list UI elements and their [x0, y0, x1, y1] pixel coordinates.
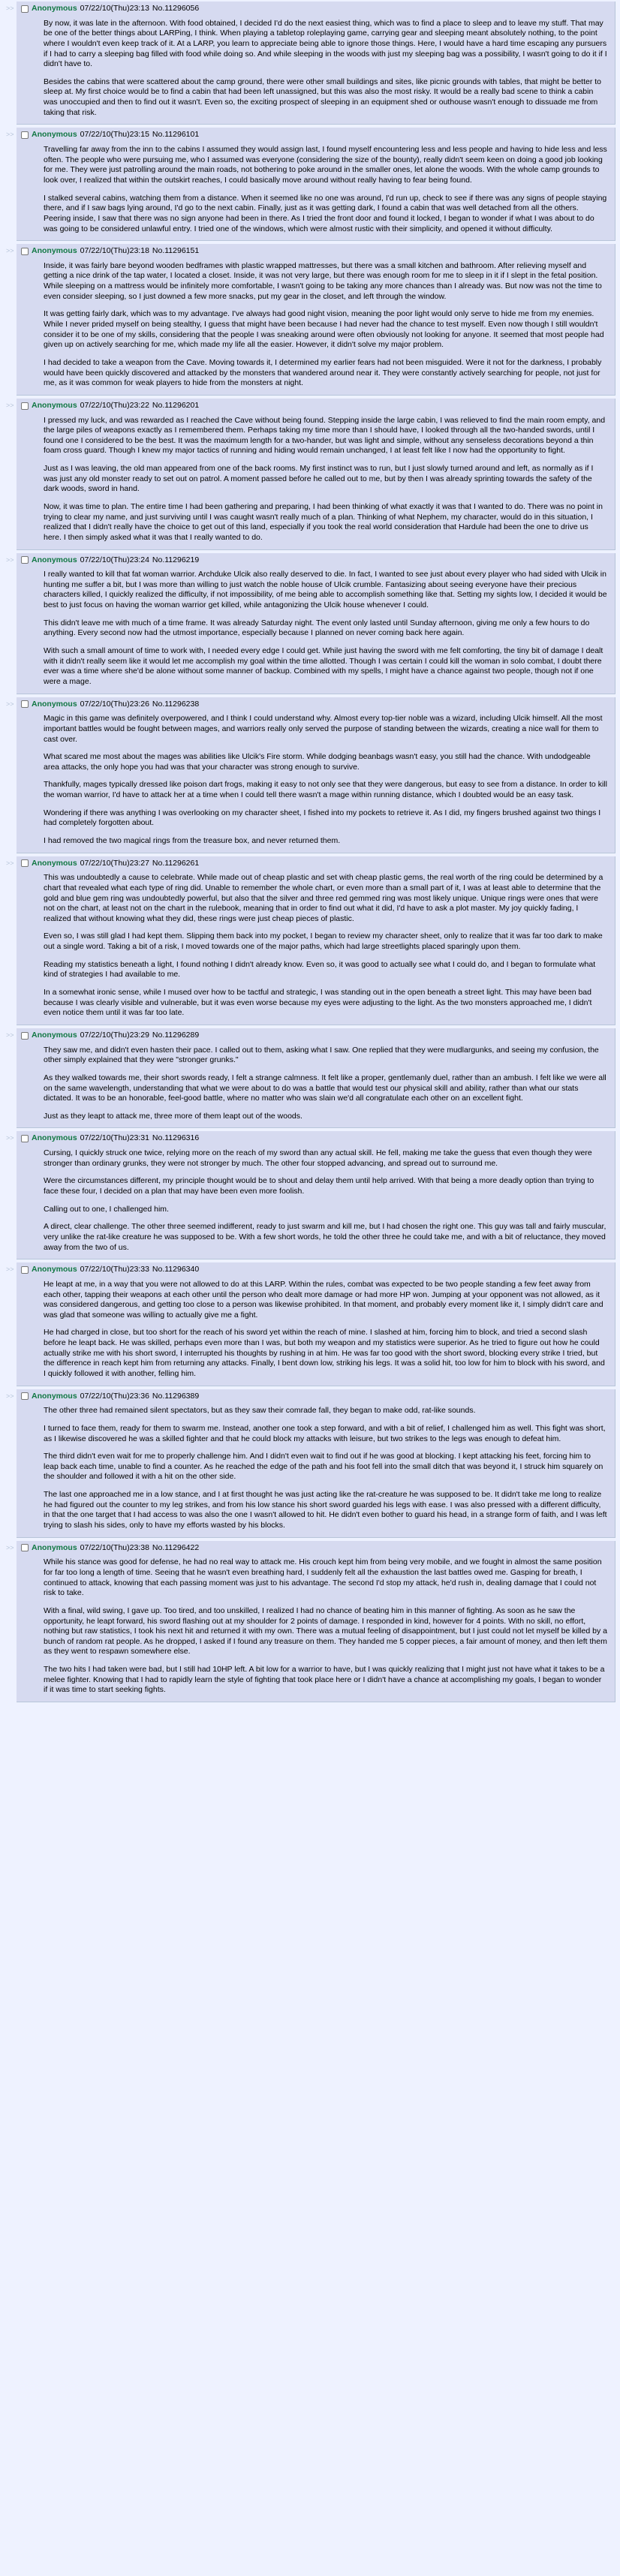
- post-message: [44, 570, 607, 687]
- reply-post: [17, 244, 615, 396]
- reply-arrows: >>: [6, 401, 14, 409]
- post-paragraph: I turned to face them, ready for them to swarm me. Instead, another one took a step forward, and with a bit of relief, I challenged him as well. This fight was short, as I likewise discovered he was a skilled fighter and that he could block my attacks with leisure, but two strikes to the legs was enough to defeat him.: [44, 1423, 606, 1443]
- reply-arrows: >>: [6, 555, 14, 564]
- reply-arrows: >>: [6, 5, 14, 12]
- post-info: [21, 1133, 607, 1144]
- post-paragraph: This was undoubtedly a cause to celebrate. While made out of cheap plastic and set with cheap plastic gems, the real worth of the ring could be determined by a chart that revealed what each type of ring did. Unable to remember the whole chart, or even more than a small part of it, I was at least able to determine that the gold and blue gem ring was undoubtedly powerful, but also that the silver and three red gemmed ring was most likely unique. Unique rings were ones that were not on the chart, at least not on the chart in the rulebook, meaning that in order to find out what it did, I'd have to ask a plot master. My joy quickly fading, I realized that without knowing what they did, these rings were just cheap pieces of plastic.: [44, 873, 603, 923]
- post-row: [6, 128, 615, 241]
- post-info: [21, 130, 607, 140]
- post-checkbox[interactable]: [21, 248, 29, 255]
- post-message: [44, 19, 607, 119]
- post-checkbox[interactable]: [21, 131, 29, 139]
- post-paragraph: Just as they leapt to attack me, three more of them leapt out of the woods.: [44, 1111, 302, 1121]
- reply-post: [17, 1389, 615, 1538]
- poster-name: Anonymous: [32, 699, 77, 709]
- post-info: [21, 246, 607, 257]
- reply-arrows: >>: [6, 859, 14, 867]
- post-message: [44, 1148, 607, 1253]
- post-message: [44, 1557, 607, 1696]
- post-paragraph: While his stance was good for defense, he had no real way to attack me. His crouch kept him from being very mobile, and we fought in almost the same position for far too long a length of time. Seeing that he wasn't even breathing hard, I suddenly felt all the exhaustion the last battles owed me. Gasping for breath, I continued to attack, knowing that each passing moment was just to his advantage. The second I'd stop my attack, he'd rush in, dealing damage that I could not risk to take.: [44, 1557, 602, 1598]
- poster-name: Anonymous: [32, 4, 77, 13]
- post-paragraph: Even so, I was still glad I had kept them. Slipping them back into my pocket, I began to review my character sheet, only to realize that it was far too dark to make out a single word. Taking a bit of a risk, I moved towards one of the major paths, which had large streetlights placed sparingly upon them.: [44, 931, 603, 952]
- post-row: [6, 1389, 615, 1538]
- post-date: 07/22/10(Thu)23:22: [80, 400, 149, 410]
- post-date: 07/22/10(Thu)23:18: [80, 246, 149, 256]
- post-message: [44, 261, 607, 389]
- reply-post: [17, 2, 615, 125]
- post-paragraph: In a somewhat ironic sense, while I mused over how to be tactful and strategic, I was standing out in the open beneath a street light. This may have been bad because I was clearly visible and vulnerable, but it was even worse because my eyes were adjusting to the light. As the two monsters approached me, I didn't even notice them until it was far too late.: [44, 988, 592, 1018]
- post-row: [6, 399, 615, 550]
- reply-post: [17, 399, 615, 550]
- reply-arrows: >>: [6, 1134, 14, 1142]
- post-info: [21, 859, 607, 869]
- post-paragraph: Travelling far away from the inn to the cabins I assumed they would assign last, I found myself encountering less and less people and having to hide less and less often. The people who were pursuing me, who I assumed was everyone (considering the size of the bounty), really didn't seem keen on doing a good job looking for me. They were just patrolling around the main roads, not bothering to poke around in the smaller ones, let alone the woods. With the whole camp grounds to look over, I realized that within the outskirt reaches, I could basically move around without really having to fear being found.: [44, 145, 607, 185]
- post-checkbox[interactable]: [21, 1032, 29, 1040]
- post-row: [6, 697, 615, 853]
- post-paragraph: This didn't leave me with much of a time frame. It was already Saturday night. The event only lasted until Sunday afternoon, giving me only a few hours to do anything. Every second now had the utmost importance, especially because I planned on never coming back here again.: [44, 618, 590, 638]
- post-info: [21, 401, 607, 411]
- post-paragraph: The other three had remained silent spectators, but as they saw their comrade fall, they began to make odd, rat-like sounds.: [44, 1406, 476, 1416]
- post-paragraph: Just as I was leaving, the old man appeared from one of the back rooms. My first instinct was to run, but I just slowly turned around and left, as normally as if I was just any old monster ready to set out on patrol. A moment passed before he called out to me, but by then I was already sprinting towards the safety of the dark woods, sword in hand.: [44, 464, 594, 494]
- post-row: [6, 244, 615, 396]
- reply-post: [17, 1131, 615, 1259]
- post-date: 07/22/10(Thu)23:33: [80, 1265, 149, 1274]
- post-info: [21, 4, 607, 14]
- reply-post: [17, 1541, 615, 1702]
- post-number-link[interactable]: No.11296289: [152, 1030, 200, 1040]
- poster-name: Anonymous: [32, 130, 77, 140]
- post-message: [44, 145, 607, 234]
- post-info: [21, 1265, 607, 1275]
- poster-name: Anonymous: [32, 1542, 77, 1552]
- post-paragraph: Besides the cabins that were scattered about the camp ground, there were other small buildings and sites, like picnic grounds with tables, that might be better to sleep at. My first choice would be to find a cabin that had been left unassigned, but this was also the most risky. It would be a really bad scene to think a cabin was unoccupied and then to find out it wasn't. Even so, the exciting prospect of sleeping in an equipment shed or outhouse wasn't enough to dissuade me from taking that risk.: [44, 77, 601, 117]
- reply-arrows: >>: [6, 1392, 14, 1400]
- post-paragraph: I had removed the two magical rings from the treasure box, and never returned them.: [44, 836, 341, 845]
- reply-post: [17, 128, 615, 241]
- poster-name: Anonymous: [32, 1265, 77, 1274]
- post-row: [6, 1541, 615, 1702]
- post-paragraph: As they walked towards me, their short swords ready, I felt a strange calmness. It felt like a proper, gentlemanly duel, rather than an ambush. I felt like we were all on the same wavelength, understanding that what we were about to do was a battle that would test our physical skill and ability, rather than what our stats dictated. It was to be an honorable, feel-good battle, where no matter who was slain we'd all congratulate each other on an excellent fight.: [44, 1073, 606, 1103]
- post-paragraph: He had charged in close, but too short for the reach of his sword yet within the reach of mine. I slashed at him, forcing him to block, and tried a second slash before he leapt back. He was skilled, perhaps even more than I was, but both my weapon and my statistics were superior. As he tried to figure out how he could actually strike me with his short sword, I interrupted his thoughts by rushing in at him. He was far too good with the short sword, blocking every strike I tried, but the difference in reach kept him from returning any attacks. Finally, I bent down low, striking his legs. It was a solid hit, too low for him to block with his sword, and I quickly followed it with another, felling him.: [44, 1328, 605, 1378]
- poster-name: Anonymous: [32, 1030, 77, 1040]
- post-number-link[interactable]: No.11296151: [152, 246, 200, 256]
- post-checkbox[interactable]: [21, 402, 29, 410]
- poster-name: Anonymous: [32, 400, 77, 410]
- post-checkbox[interactable]: [21, 1544, 29, 1551]
- post-number-link[interactable]: No.11296219: [152, 555, 200, 564]
- post-paragraph: It was getting fairly dark, which was to my advantage. I've always had good night vision, meaning the poor light would only serve to hide me from my enemies. While I never prided myself on being stealthy, I guess that might have been because I had never had the chance to test myself. Even now though I still wouldn't consider it to be one of my skills, considering that the people I was sneaking around were often obviously not looking for anyone. It seemed that most people had given up on actively searching for me, which made my life all the easier. However, it didn't solve my major problem.: [44, 309, 604, 350]
- post-message: [44, 714, 607, 846]
- post-info: [21, 700, 607, 710]
- reply-post: [17, 1262, 615, 1386]
- post-paragraph: The last one approached me in a low stance, and I at first thought he was just acting like the rat-creature he was supposed to be. It didn't take me long to realize he had figured out the counter to my leg strikes, and from his low stance his short sword guarded his legs with ease. I was also pressed with a different difficulty, in that the one target that I had access to was also the one I wasn't allowed to hit. He didn't even bother to guard his head, in a strange form of faith, and I was left trying to slash his sides, only to have my efforts wasted by his blocks.: [44, 1490, 607, 1530]
- post-paragraph: Reading my statistics beneath a light, I found nothing I didn't already know. Even so, it was good to actually see what I could do, and I began to formulate what kind of strategies I had available to me.: [44, 959, 596, 980]
- reply-post: [17, 697, 615, 853]
- post-info: [21, 1543, 607, 1554]
- reply-post: [17, 553, 615, 694]
- post-message: [44, 1406, 607, 1530]
- post-paragraph: What scared me most about the mages was abilities like Ulcik's Fire storm. While dodging beanbags wasn't easy, you still had the chance. With undodgeable area attacks, the only hope you had was that your character was strong enough to survive.: [44, 752, 591, 772]
- post-info: [21, 1392, 607, 1402]
- post-checkbox[interactable]: [21, 700, 29, 708]
- post-checkbox[interactable]: [21, 556, 29, 564]
- post-info: [21, 1031, 607, 1041]
- post-date: 07/22/10(Thu)23:24: [80, 555, 149, 564]
- reply-post: [17, 1028, 615, 1128]
- post-checkbox[interactable]: [21, 1266, 29, 1274]
- reply-arrows: >>: [6, 1265, 14, 1274]
- reply-arrows: >>: [6, 1543, 14, 1551]
- post-paragraph: Were the circumstances different, my principle thought would be to shout and delay them until help arrived. With that being a more deadly option than trying to face these four, I decided on a plan that may have been even more foolish.: [44, 1176, 594, 1196]
- post-row: [6, 1262, 615, 1386]
- post-paragraph: I stalked several cabins, watching them from a distance. When it seemed like no one was around, I'd run up, check to see if there was any signs of people staying there, and if I saw bags lying around, I'd go to the next cabin. Finally, just as it was getting dark, I found a cabin that was well detached from all the others. Peering inside, I saw that there was no sign anyone had been in there. As I tried the front door and found it locked, I began to wonder if what I was about to do was going to be considered unlawful entry. I tried one of the windows, which were almost rustic with their simplicity, and opened it without difficulty.: [44, 193, 607, 233]
- post-row: [6, 1028, 615, 1128]
- post-message: [44, 873, 607, 1019]
- post-paragraph: Magic in this game was definitely overpowered, and I think I could understand why. Almost every top-tier noble was a wizard, including Ulcik himself. All the most important battles would be fought between mages, and warriors really only served the purpose of standing between the wizards, creating a nice wall for them to cast over.: [44, 714, 603, 744]
- post-paragraph: Now, it was time to plan. The entire time I had been gathering and preparing, I had been thinking of what exactly it was that I wanted to do. There was no point in trying to clear my name, and just surviving until I was caught wasn't really much of a plan. Thinking of what Nephem, my character, would do in this situation, I realized that I didn't really have the choice to get out of this land, especially if you took the real world consideration that Hardule had been the one to drive us here. I then simply asked what it was that I really wanted to do.: [44, 501, 603, 542]
- post-paragraph: The third didn't even wait for me to properly challenge him. And I didn't even wait to find out if he was good at blocking. I kept attacking his feet, forcing him to leap back each time, unable to find a counter. As he reached the edge of the path and his foot fell into the small ditch that was beyond it, I struck him squarely on the shoulder and followed it with a hit on the other side.: [44, 1452, 603, 1482]
- post-paragraph: I had decided to take a weapon from the Cave. Moving towards it, I determined my earlier fears had not been misguided. Were it not for the darkness, I probably would have been quickly discovered and attacked by the monsters that wandered around near it. They were constantly actively searching for people, not just for me, as it was common for weak players to hide from the monsters at night.: [44, 357, 602, 388]
- post-paragraph: I pressed my luck, and was rewarded as I reached the Cave without being found. Stepping inside the large cabin, I was relieved to find the main room empty, and the large piles of weapons exactly as I remembered them. Perhaps taking my time more than I should have, I looked through all the two-handed swords, until I found one I considered to be the best. It was the maximum length for a two-hander, but was light and simple, without any senseless decorations beyond a thin foam cross guard. Though I knew my major tactics of running and hiding would remain unchanged, I at least felt like I now had the opportunity to fight.: [44, 415, 606, 456]
- reply-arrows: >>: [6, 1031, 14, 1039]
- post-message: [44, 1280, 607, 1380]
- post-paragraph: They saw me, and didn't even hasten their pace. I called out to them, asking what I saw. One replied that they were mudlargunks, and seeing my confusion, the other simply explained that they were "stronger grunks.": [44, 1045, 599, 1065]
- post-paragraph: By now, it was late in the afternoon. With food obtained, I decided I'd do the next easiest thing, which was to find a place to sleep and to leave my stuff. That may be one of the better things about LARPing, I think. When playing a tabletop roleplaying game, carrying gear and sleeping meant absolutely nothing, to the point where I wouldn't even keep track of it. At a LARP, you learn to appreciate being able to ignore those things. Here, I would have a hard time escaping any pursuers if I had to carry a sleeping bag filled with food while doing so. And while sleeping in the woods with just my sleeping bag was a possibility, I wasn't going to do it if I didn't have to.: [44, 18, 607, 69]
- post-paragraph: Inside, it was fairly bare beyond wooden bedframes with plastic wrapped mattresses, but there was a small kitchen and bathroom. After relieving myself and getting a nice drink of the tap water, I located a closet. Inside, it was not very large, but there was enough room for me to sleep in it if I slept in the fetal position. While sleeping on a mattress would be infinitely more comfortable, I wasn't going to be taking any more chances than I already was. But now was not the time to even consider sleeping, so I just downed a few more snacks, put my gear in the closet, and left through the window.: [44, 260, 602, 301]
- post-paragraph: Cursing, I quickly struck one twice, relying more on the reach of my sword than any actual skill. He fell, making me take the guess that even though they were stronger than ordinary grunks, they were not stronger by much. The other four stopped advancing, and spread out to surround me.: [44, 1148, 592, 1168]
- post-number-link[interactable]: No.11296422: [152, 1542, 200, 1552]
- post-date: 07/22/10(Thu)23:13: [80, 4, 149, 13]
- post-number-link[interactable]: No.11296316: [152, 1133, 200, 1143]
- post-row: [6, 1131, 615, 1259]
- reply-post: [17, 856, 615, 1025]
- post-checkbox[interactable]: [21, 859, 29, 867]
- post-number-link[interactable]: No.11296261: [152, 858, 200, 868]
- post-message: [44, 1046, 607, 1122]
- post-number-link[interactable]: No.11296201: [152, 400, 200, 410]
- post-checkbox[interactable]: [21, 1135, 29, 1142]
- poster-name: Anonymous: [32, 1133, 77, 1143]
- post-message: [44, 416, 607, 543]
- post-number-link[interactable]: No.11296101: [152, 130, 200, 140]
- post-date: 07/22/10(Thu)23:29: [80, 1030, 149, 1040]
- post-paragraph: A direct, clear challenge. The other three seemed indifferent, ready to just swarm and kill me, but I had chosen the right one. This guy was tall and fairly muscular, very unlike the rat-like creature he was supposed to be. With a few short words, he told the other three he could take me, and with a bit of reluctance, they moved away from the two of us.: [44, 1222, 606, 1252]
- poster-name: Anonymous: [32, 858, 77, 868]
- poster-name: Anonymous: [32, 246, 77, 256]
- post-paragraph: With a final, wild swing, I gave up. Too tired, and too unskilled, I realized I had no chance of beating him in this manner of fighting. As soon as he saw the opportunity, he leapt forward, his sword flashing out at my shoulder for 2 points of damage. I responded in kind, however for 4 points. With no skill, no effort, nothing but raw statistics, I took his next hit and returned it with my own. There was a mutual feeling of disappointment, but I just could not let myself be killed by a bunch of random rat people. As he dropped, I asked if I found any treasure on them. They handed me 5 copper pieces, a fair amount of money, and then left them as they went to respawn somewhere else.: [44, 1605, 607, 1657]
- post-paragraph: Thankfully, mages typically dressed like poison dart frogs, making it easy to not only see that they were dangerous, but easy to see from a distance. In order to kill the woman warrior, I'd have to attack her at a time when I could tell there wasn't a mage within running distance, which I doubted would be an easy task.: [44, 780, 607, 800]
- post-paragraph: The two hits I had taken were bad, but I still had 10HP left. A bit low for a warrior to have, but I was quickly realizing that I might just not have what it takes to be a melee fighter. Knowing that I had to rapidly learn the style of fighting that took place here or I didn't have a chance at accomplishing my goals, I began to wonder if it was time to start seeking fights.: [44, 1665, 605, 1695]
- reply-arrows: >>: [6, 247, 14, 255]
- post-checkbox[interactable]: [21, 5, 29, 13]
- post-info: [21, 555, 607, 566]
- post-date: 07/22/10(Thu)23:36: [80, 1391, 149, 1401]
- reply-arrows: >>: [6, 700, 14, 708]
- post-date: 07/22/10(Thu)23:38: [80, 1542, 149, 1552]
- post-date: 07/22/10(Thu)23:31: [80, 1133, 149, 1143]
- post-number-link[interactable]: No.11296340: [152, 1265, 200, 1274]
- post-paragraph: Calling out to one, I challenged him.: [44, 1204, 169, 1214]
- post-row: [6, 2, 615, 125]
- post-number-link[interactable]: No.11296389: [152, 1391, 200, 1401]
- poster-name: Anonymous: [32, 555, 77, 564]
- reply-arrows: >>: [6, 131, 14, 139]
- post-number-link[interactable]: No.11296238: [152, 699, 200, 709]
- post-paragraph: With such a small amount of time to work with, I needed every edge I could get. While just having the sword with me felt comforting, the tiny bit of damage I dealt with it didn't really seem like it would let me accomplish my goal within the time allotted. Though I was certain I could kill the woman in solo combat, I doubt there ever was a time where she'd be alone without some manner of backup. Combined with my spells, I might have a chance against two people, though not if one were a mage.: [44, 646, 603, 686]
- post-checkbox[interactable]: [21, 1392, 29, 1400]
- poster-name: Anonymous: [32, 1391, 77, 1401]
- post-number-link[interactable]: No.11296056: [152, 4, 200, 13]
- post-row: [6, 553, 615, 694]
- post-row: [6, 856, 615, 1025]
- post-paragraph: I really wanted to kill that fat woman warrior. Archduke Ulcik also really deserved to die. In fact, I wanted to see just about every player who had sided with Ulcik in hunting me suffer a bit, but I was more than willing to just watch the noble house of Ulcik crumble. Fantasizing about seeing everyone have their precious characters killed, I quickly realized the difficulty, if not impossibility, of me being able to accomplish something like that. Setting my sights low, I decided it would be best to just focus on having the woman warrior get killed, while antagonizing the Ulcik house whenever I could.: [44, 570, 607, 610]
- post-paragraph: He leapt at me, in a way that you were not allowed to do at this LARP. Within the rules, combat was expected to be two people standing a few feet away from each other, tapping their weapons at each other until the person who dealt more damage or had more HP won. Jumping at your opponent was not allowed, as it was considered dangerous, and getting too close to a person was likewise prohibited. In that moment, and probably every moment like it, I simply didn't care and was glad that someone was willing to actually give me a fight.: [44, 1279, 603, 1320]
- post-paragraph: Wondering if there was anything I was overlooking on my character sheet, I fished into my pockets to retrieve it. As I did, my fingers brushed against two things I had completely forgotten about.: [44, 808, 601, 828]
- post-date: 07/22/10(Thu)23:15: [80, 130, 149, 140]
- post-date: 07/22/10(Thu)23:27: [80, 858, 149, 868]
- post-date: 07/22/10(Thu)23:26: [80, 699, 149, 709]
